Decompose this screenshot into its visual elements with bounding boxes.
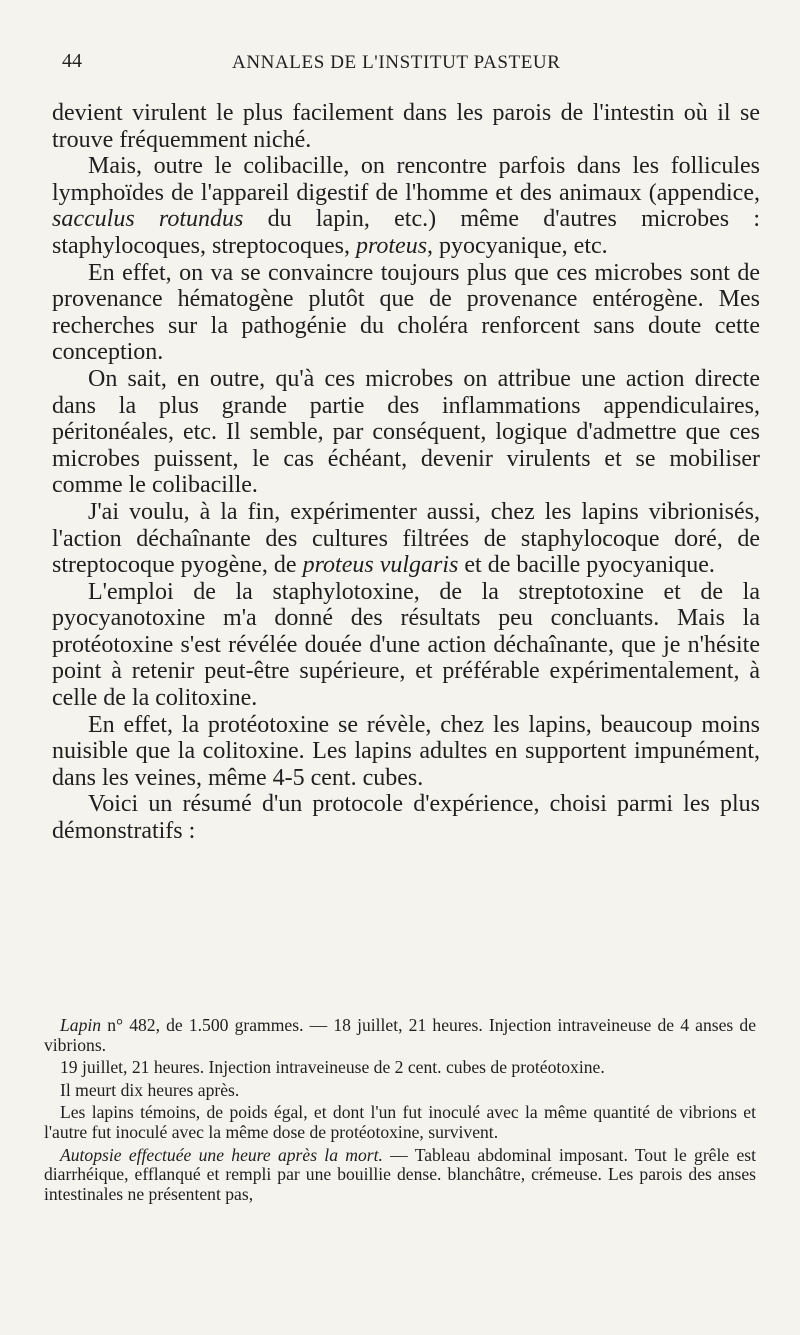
text-run: J'ai voulu, à la fin, expérimenter aussi, chez les lapins vibrionisés, l'action déchaînante des cultures filtrées de staphylocoque doré, de streptocoque pyogène, de xyxy=(52,498,760,579)
text-run: Mais, outre le colibacille, on rencontre parfois dans les follicules lymphoïdes de l'appareil digestif de l'homme et des animaux (appendice, xyxy=(52,153,760,206)
paragraph: Voici un résumé d'un protocole d'expérience, choisi parmi les plus démonstratifs : xyxy=(52,791,760,845)
note: 19 juillet, 21 heures. Injection intraveineuse de 2 cent. cubes de protéotoxine. xyxy=(60,1057,605,1078)
italic-term: proteus vulgaris xyxy=(302,552,459,579)
paragraph xyxy=(52,499,760,579)
text-run: — Tableau abdominal imposant. Tout le grêle est diarrhéique, efflanqué et rempli par une bouillie dense. blanchâtre, crémeuse. Les parois des anses intestinales ne présentent pas, xyxy=(44,1144,756,1204)
note: Il meurt dix heures après. xyxy=(60,1079,240,1100)
page-header xyxy=(62,50,762,82)
italic-term: proteus xyxy=(355,232,428,259)
italic-term: sacculus rotundus xyxy=(52,206,244,233)
paragraph: En effet, on va se convaincre toujours plus que ces microbes sont de provenance hématogène plutôt que de provenance entérogène. Mes recherches sur la pathogénie du choléra renforcent sans doute cette conception. xyxy=(52,259,760,366)
protocol-notes xyxy=(44,1016,756,1204)
note: Les lapins témoins, de poids égal, et dont l'un fut inoculé avec la même quantité de vibrions et l'autre fut inoculé avec la même dose de protéotoxine, survivent. xyxy=(44,1102,756,1142)
paragraph: L'emploi de la staphylotoxine, de la streptotoxine et de la pyocyanotoxine m'a donné des résultats peu concluants. Mais la protéotoxine s'est révélée douée d'une action déchaînante, que je n'hésite point à retenir peut-être supérieure, et préférable expérimentalement, à celle de la colitoxine. xyxy=(52,578,760,712)
italic-term: Lapin xyxy=(60,1015,102,1035)
text-run: et de bacille pyocyanique. xyxy=(458,552,715,579)
italic-term: Autopsie effectuée une heure après la mort. xyxy=(60,1144,383,1165)
text-run: du lapin, etc.) même d'autres microbes : staphylocoques, streptocoques, xyxy=(52,206,761,259)
text-run: , pyocyanique, etc. xyxy=(427,232,608,259)
paragraph: En effet, la protéotoxine se révèle, chez les lapins, beaucoup moins nuisible que la colitoxine. Les lapins adultes en supportent impunément, dans les veines, même 4-5 cent. cubes. xyxy=(52,711,760,791)
paragraph-continued: devient virulent le plus facilement dans les parois de l'intestin où il se trouve fréquemment niché. xyxy=(52,100,760,153)
running-title: ANNALES DE L'INSTITUT PASTEUR xyxy=(232,52,561,73)
text-run: n° 482, de 1.500 grammes. — 18 juillet, 21 heures. Injection intraveineuse de 4 anses de vibrions. xyxy=(44,1015,756,1055)
page-number: 44 xyxy=(62,50,82,72)
paragraph: On sait, en outre, qu'à ces microbes on attribue une action directe dans la plus grande partie des inflammations appendiculaires, péritonéales, etc. Il semble, par conséquent, logique d'admettre que ces microbes puissent, le cas échéant, devenir virulents et se mobiliser comme le colibacille. xyxy=(52,365,760,499)
paragraph xyxy=(52,153,760,259)
note xyxy=(44,1016,756,1055)
note xyxy=(44,1146,756,1205)
main-text xyxy=(52,100,760,845)
